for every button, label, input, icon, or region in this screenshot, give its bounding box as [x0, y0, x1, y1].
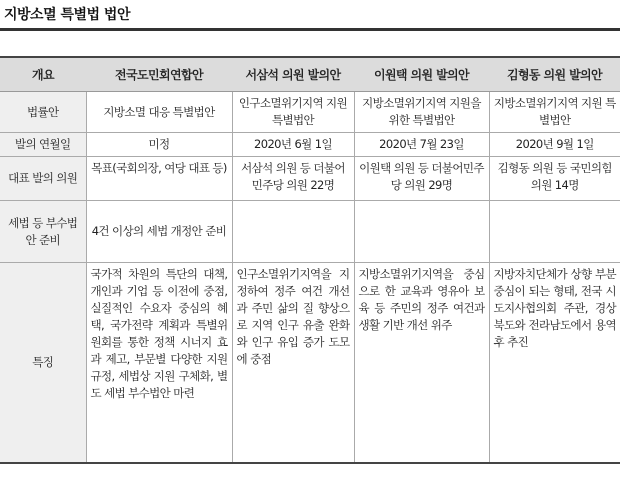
table-cell: 김형동 의원 등 국민의힘 의원 14명	[489, 157, 620, 201]
bill-comparison-table	[0, 56, 620, 464]
table-cell: 4건 이상의 세법 개정안 준비	[86, 201, 232, 263]
row-label-sponsor: 대표 발의 의원	[0, 157, 86, 201]
table-row	[0, 263, 620, 463]
header-seo-samseok: 서삼석 의원 발의안	[232, 57, 354, 92]
table-cell: 지방소멸위기지역을 중심으로 한 교육과 영유아 보육 등 주민의 정주 여건과 생활 기반 개선 위주	[354, 263, 489, 463]
table-cell: 지방소멸위기지역 지원 특별법안	[489, 92, 620, 133]
header-kim-hyeongdong: 김형동 의원 발의안	[489, 57, 620, 92]
table-row	[0, 157, 620, 201]
table-row	[0, 201, 620, 263]
table-cell: 지방소멸위기지역 지원을 위한 특별법안	[354, 92, 489, 133]
table-row	[0, 133, 620, 157]
header-overview: 개요	[0, 57, 86, 92]
table-cell: 서삼석 의원 등 더불어민주당 의원 22명	[232, 157, 354, 201]
table-cell	[354, 201, 489, 263]
table-header-row	[0, 57, 620, 92]
table-cell: 2020년 7월 23일	[354, 133, 489, 157]
table-cell	[232, 201, 354, 263]
table-cell: 2020년 6월 1일	[232, 133, 354, 157]
row-label-date: 발의 연월일	[0, 133, 86, 157]
table-cell: 지방소멸 대응 특별법안	[86, 92, 232, 133]
header-lee-wontaek: 이원택 의원 발의안	[354, 57, 489, 92]
title-rule	[0, 28, 620, 31]
table-cell: 이원택 의원 등 더불어민주당 의원 29명	[354, 157, 489, 201]
header-national-association: 전국도민회연합안	[86, 57, 232, 92]
table-cell: 2020년 9월 1일	[489, 133, 620, 157]
table-cell: 미정	[86, 133, 232, 157]
table-cell: 지방자치단체가 상향 부분 중심이 되는 형태, 전국 시도지사협의회 주관, 경상북도와 전라남도에서 용역 후 추진	[489, 263, 620, 463]
table-cell: 목표(국회의장, 여당 대표 등)	[86, 157, 232, 201]
row-label-features: 특징	[0, 263, 86, 463]
table-cell: 인구소멸위기지역을 지정하여 정주 여건 개선과 주민 삶의 질 향상으로 지역 인구 유출 완화와 인구 유입 증가 도모에 중점	[232, 263, 354, 463]
table-cell	[489, 201, 620, 263]
table-cell: 인구소멸위기지역 지원 특별법안	[232, 92, 354, 133]
table-row	[0, 92, 620, 133]
table-cell: 국가적 차원의 특단의 대책, 개인과 기업 등 이전에 중점, 실질적인 수요자 중심의 혜택, 국가전략 계획과 특별위원회를 통한 정책 시너지 효과 제고, 부문별 다양한 지원 규정, 세법상 지원 구체화, 별도 세법 부수법안 마련	[86, 263, 232, 463]
row-label-bill: 법률안	[0, 92, 86, 133]
row-label-tax-bills: 세법 등 부수법안 준비	[0, 201, 86, 263]
page-title: 지방소멸 특별법 법안	[4, 7, 130, 23]
